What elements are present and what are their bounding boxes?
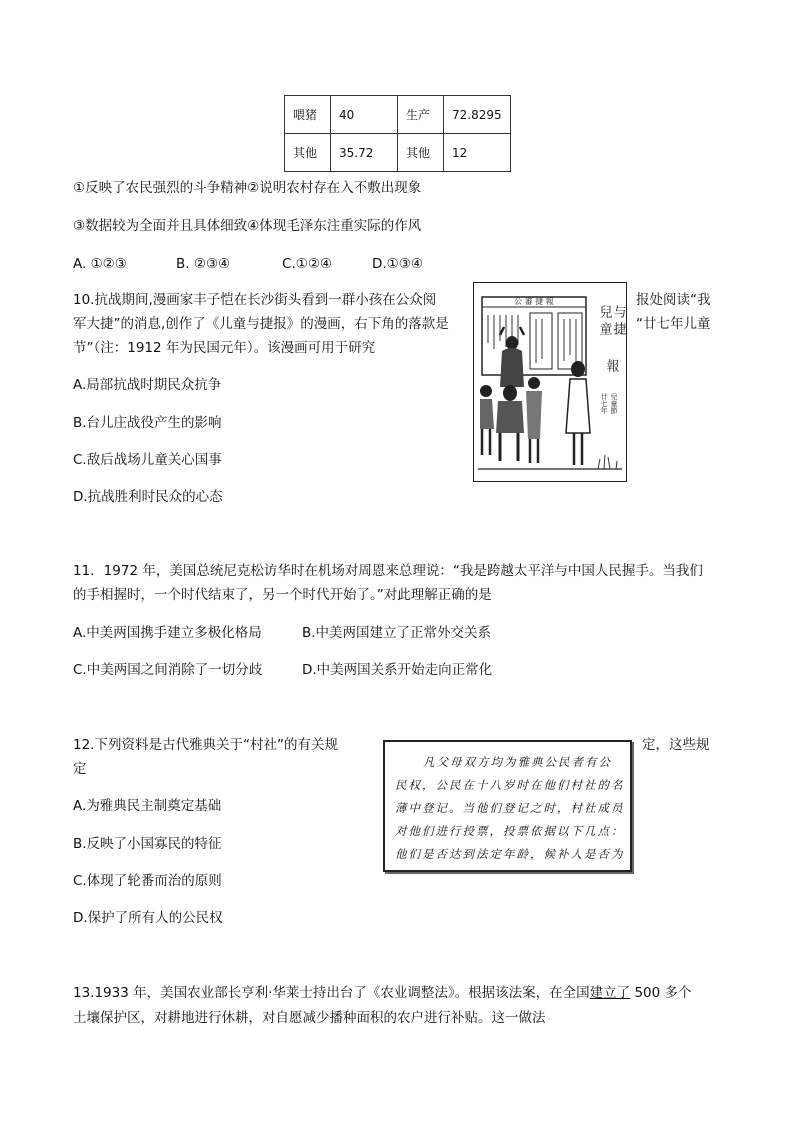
- q10-option-c[interactable]: C.敌后战场儿童关心国事: [73, 452, 222, 468]
- cartoon-signature-2: 兒童節: [610, 393, 618, 414]
- cartoon-caption-1: 兒 童: [596, 305, 612, 336]
- q9-option-c[interactable]: C.①②④: [282, 256, 333, 272]
- cartoon-board-title: 公 審 捷 報: [514, 297, 554, 306]
- q10-stem-line1-right: 报处阅读“我: [636, 292, 711, 308]
- q9-statement-2: ③数据较为全面并且具体细致④体现毛泽东注重实际的作风: [73, 218, 422, 234]
- table-row: [285, 96, 511, 134]
- table-cell: 生产: [398, 96, 444, 134]
- data-table: [284, 95, 511, 172]
- q12-option-a[interactable]: A.为雅典民主制奠定基础: [73, 798, 222, 814]
- q10-option-b[interactable]: B.台儿庄战役产生的影响: [73, 415, 222, 431]
- cartoon-drawing: [474, 283, 626, 481]
- q12-stem-line1: 12.下列资料是古代雅典关于“村社”的有关规: [73, 737, 338, 753]
- q12-option-d[interactable]: D.保护了所有人的公民权: [73, 910, 223, 926]
- q10-stem-line2: 军大捷”的消息,创作了《儿童与捷报》的漫画，右下角的落款是: [73, 316, 449, 332]
- q12-option-b[interactable]: B.反映了小国寡民的特征: [73, 836, 222, 852]
- q11-option-a[interactable]: A.中美两国携手建立多极化格局: [73, 625, 262, 641]
- table-cell: 其他: [398, 134, 444, 172]
- cartoon-caption-2: 与 捷: [610, 305, 626, 336]
- q11-option-c[interactable]: C.中美两国之间消除了一切分歧: [73, 662, 263, 678]
- q11-option-b[interactable]: B.中美两国建立了正常外交关系: [302, 625, 492, 641]
- table-cell: 35.72: [331, 134, 398, 172]
- q9-option-d[interactable]: D.①③④: [372, 256, 423, 272]
- quote-line: 薄中登记。当他们登记之时，村社成员: [395, 801, 625, 815]
- q11-stem-line1: 11．1972 年，美国总统尼克松访华时在机场对周恩来总理说：“我是跨越太平洋与中国人民握手。当我们: [73, 563, 703, 579]
- table-cell: 其他: [285, 134, 331, 172]
- q10-stem-line2-right: “廿七年儿童: [636, 316, 711, 332]
- q13-stem-line2: 土壤保护区，对耕地进行休耕，对自愿减少播种面积的农户进行补贴。这一做法: [73, 1010, 546, 1026]
- table-cell: 喂猪: [285, 96, 331, 134]
- q10-stem-line1: 10.抗战期间,漫画家丰子恺在长沙街头看到一群小孩在公众阅: [73, 292, 437, 308]
- q12-stem-line1-right: 定，这些规: [642, 737, 710, 753]
- q9-option-b[interactable]: B. ②③④: [176, 256, 231, 272]
- q12-stem-line2: 定: [73, 761, 87, 777]
- cartoon-caption-3: 報: [603, 359, 619, 372]
- source-quote-box: [383, 740, 632, 872]
- q11-option-d[interactable]: D.中美两国关系开始走向正常化: [302, 662, 493, 678]
- table-cell: 12: [444, 134, 511, 172]
- q13-stem-line1: [73, 985, 692, 1001]
- cartoon-image: [473, 282, 627, 482]
- q9-option-a[interactable]: A. ①②③: [73, 256, 127, 272]
- q10-stem-line3: 节”（注：1912 年为民国元年）。该漫画可用于研究: [73, 340, 376, 356]
- q10-option-a[interactable]: A.局部抗战时期民众抗争: [73, 377, 222, 393]
- q10-option-d[interactable]: D.抗战胜利时民众的心态: [73, 489, 223, 505]
- q13-stem-text: 13.1933 年，美国农业部长亨利·华莱士持出台了《农业调整法》。根据该法案，在全国: [73, 985, 590, 1001]
- q11-stem-line2: 的手相握时，一个时代结束了，另一个时代开始了。”对此理解正确的是: [73, 587, 492, 603]
- q9-statement-1: ①反映了农民强烈的斗争精神②说明农村存在入不敷出现象: [73, 180, 422, 196]
- quote-line: 凡父母双方均为雅典公民者有公: [423, 755, 612, 769]
- table-cell: 40: [331, 96, 398, 134]
- table-cell: 72.8295: [444, 96, 511, 134]
- q13-stem-text-end: 500 多个: [630, 985, 692, 1001]
- quote-line: 他们是否达到法定年龄，候补人是否为: [395, 847, 625, 861]
- q13-underlined-text: 建立了: [589, 985, 631, 1001]
- q12-option-c[interactable]: C.体现了轮番而治的原则: [73, 873, 222, 889]
- quote-line: 对他们进行投票，投票依据以下几点：: [395, 824, 625, 838]
- quote-line: 民权，公民在十八岁时在他们村社的名: [395, 778, 625, 792]
- table-row: [285, 134, 511, 172]
- cartoon-signature-1: 廿七年: [600, 393, 608, 414]
